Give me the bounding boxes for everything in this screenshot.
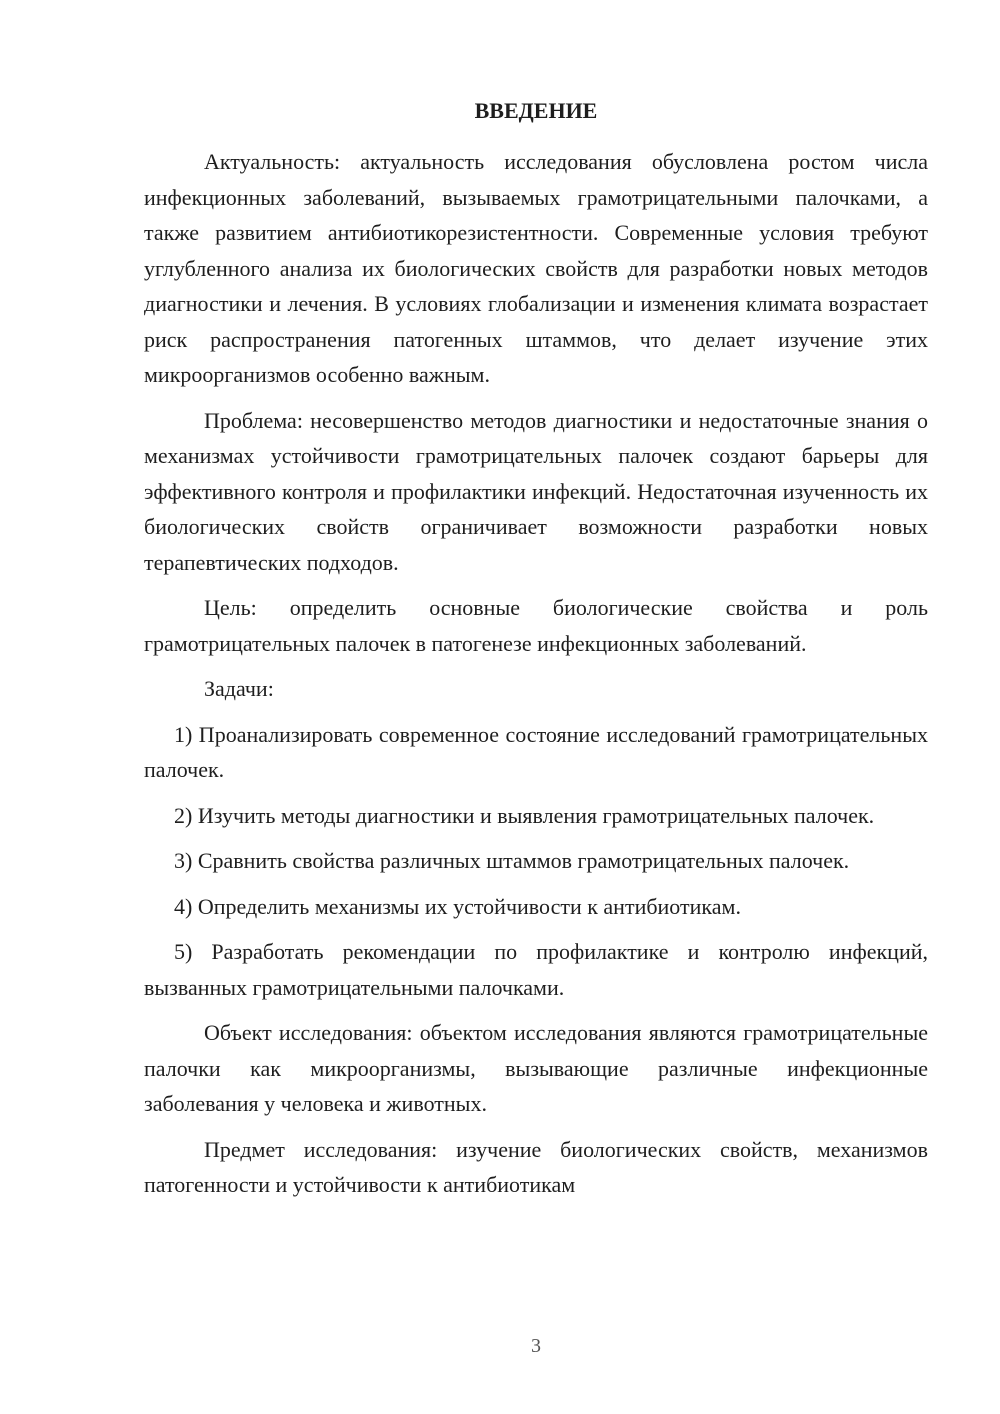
page-number: 3 xyxy=(531,1335,541,1357)
section-title: ВВЕДЕНИЕ xyxy=(474,98,598,123)
page-content xyxy=(144,96,928,1213)
subject-paragraph: Предмет исследования: изучение биологических свойств, механизмов патогенности и устойчивости к антибиотикам xyxy=(144,1136,928,1197)
task-item-4: 4) Определить механизмы их устойчивости к антибиотикам. xyxy=(174,893,741,919)
problem-paragraph: Проблема: несовершенство методов диагностики и недостаточные знания о механизмах устойчивости грамотрицательных палочек создают барьеры для эффективного контроля и профилактики инфекций. Недостаточная изученность их биологических свойств ограничивает возможности разработки новых терапевтических подходов. xyxy=(144,407,928,575)
goal-paragraph: Цель: определить основные биологические свойства и роль грамотрицательных палочек в патогенезе инфекционных заболеваний. xyxy=(144,595,928,656)
task-item-1: 1) Проанализировать современное состояние исследований грамотрицательных палочек. xyxy=(144,721,928,782)
task-item-2: 2) Изучить методы диагностики и выявления грамотрицательных палочек. xyxy=(174,802,875,828)
task-item-5: 5) Разработать рекомендации по профилактике и контролю инфекций, вызванных грамотрицательными палочками. xyxy=(144,939,928,1000)
object-paragraph: Объект исследования: объектом исследования являются грамотрицательные палочки как микроорганизмы, вызывающие различные инфекционные заболевания у человека и животных. xyxy=(144,1020,928,1116)
tasks-heading: Задачи: xyxy=(204,676,274,701)
relevance-paragraph: Актуальность: актуальность исследования обусловлена ростом числа инфекционных заболеваний, вызываемых грамотрицательными палочками, а также развитием антибиотикорезистентности. Современные условия требуют углубленного анализа их биологических свойств для разработки новых методов диагностики и лечения. В условиях глобализации и изменения климата возрастает риск распространения патогенных штаммов, что делает изучение этих микроорганизмов особенно важным. xyxy=(144,149,928,387)
task-item-3: 3) Сравнить свойства различных штаммов грамотрицательных палочек. xyxy=(174,848,850,873)
